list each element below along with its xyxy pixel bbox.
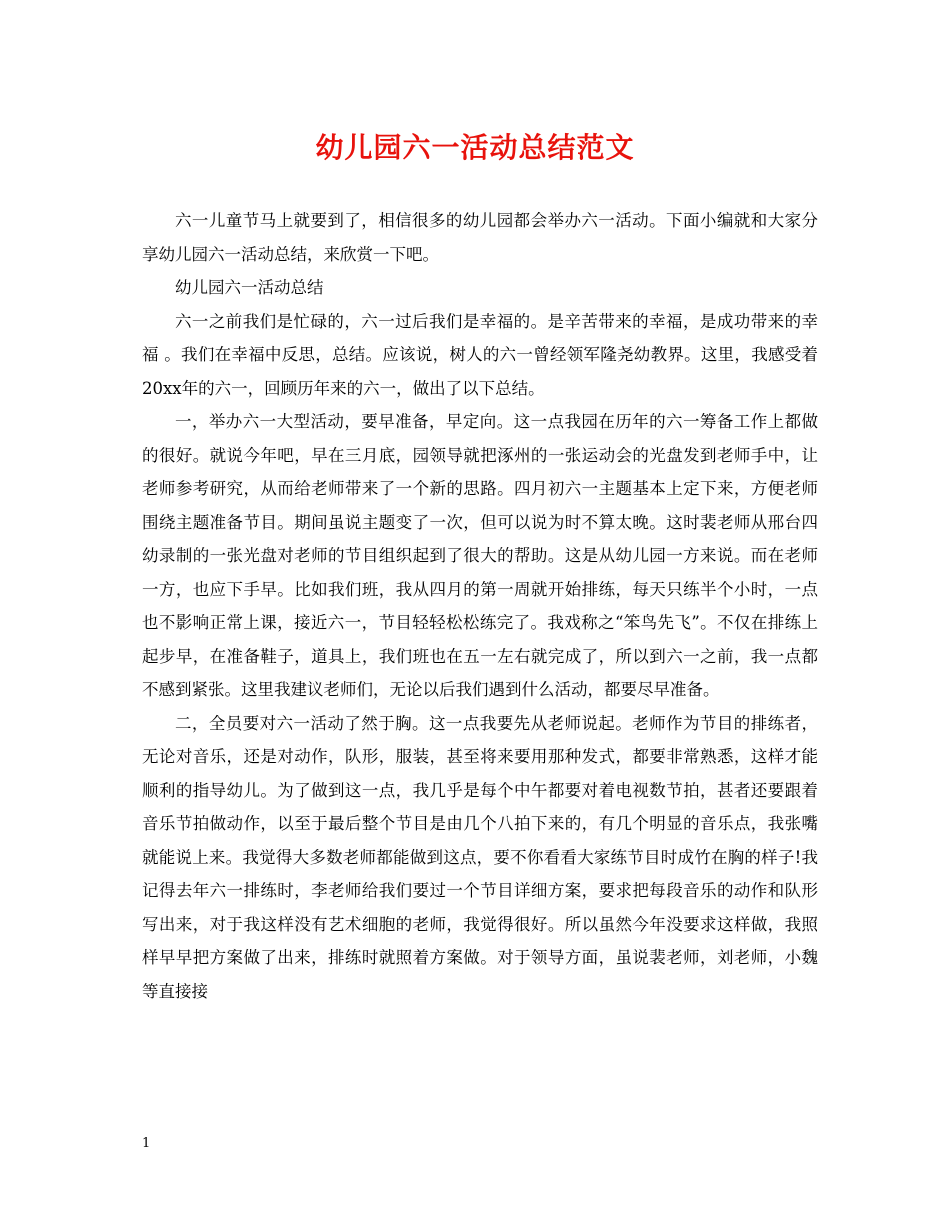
body-paragraph: 二，全员要对六一活动了然于胸。这一点我要先从老师说起。老师作为节目的排练者，无论对音乐，还是对动作，队形，服装，甚至将来要用那种发式，都要非常熟悉，这样才能顺利的指导幼儿。为了做到这一点，我几乎是每个中午都要对着电视数节拍，甚者还要跟着音乐节拍做动作，以至于最后整个节目是由几个八拍下来的，有几个明显的音乐点，我张嘴就能说上来。我觉得大多数老师都能做到这点，要不你看看大家练节目时成竹在胸的样子!我记得去年六一排练时，李老师给我们要过一个节目详细方案，要求把每段音乐的动作和队形写出来，对于我这样没有艺术细胞的老师，我觉得很好。所以虽然今年没要求这样做，我照样早早把方案做了出来，排练时就照着方案做。对于领导方面，虽说裴老师，刘老师，小魏等直接接	[142, 713, 818, 1001]
page-number: 1	[142, 1136, 151, 1151]
document-body	[142, 204, 818, 1008]
body-paragraph: 六一之前我们是忙碌的，六一过后我们是幸福的。是辛苦带来的幸福，是成功带来的幸福 。我们在幸福中反思，总结。应该说，树人的六一曾经领军隆尧幼教界。这里，我感受着20xx年的六一，回顾历年来的六一，做出了以下总结。	[142, 311, 818, 398]
intro-paragraph: 六一儿童节马上就要到了，相信很多的幼儿园都会举办六一活动。下面小编就和大家分享幼儿园六一活动总结，来欣赏一下吧。	[142, 211, 818, 264]
section-heading: 幼儿园六一活动总结	[175, 278, 324, 297]
document-title: 幼儿园六一活动总结范文	[315, 131, 635, 164]
body-paragraph: 一，举办六一大型活动，要早准备，早定向。这一点我园在历年的六一筹备工作上都做的很好。就说今年吧，早在三月底，园领导就把涿州的一张运动会的光盘发到老师手中，让老师参考研究，从而给老师带来了一个新的思路。四月初六一主题基本上定下来，方便老师围绕主题准备节目。期间虽说主题变了一次，但可以说为时不算太晚。这时裴老师从邢台四幼录制的一张光盘对老师的节目组织起到了很大的帮助。这是从幼儿园一方来说。而在老师一方，也应下手早。比如我们班，我从四月的第一周就开始排练，每天只练半个小时，一点也不影响正常上课，接近六一，节目轻轻松松练完了。我戏称之“笨鸟先飞”。不仅在排练上起步早，在准备鞋子，道具上，我们班也在五一左右就完成了，所以到六一之前，我一点都不感到紧张。这里我建议老师们，无论以后我们遇到什么活动，都要尽早准备。	[142, 412, 818, 699]
